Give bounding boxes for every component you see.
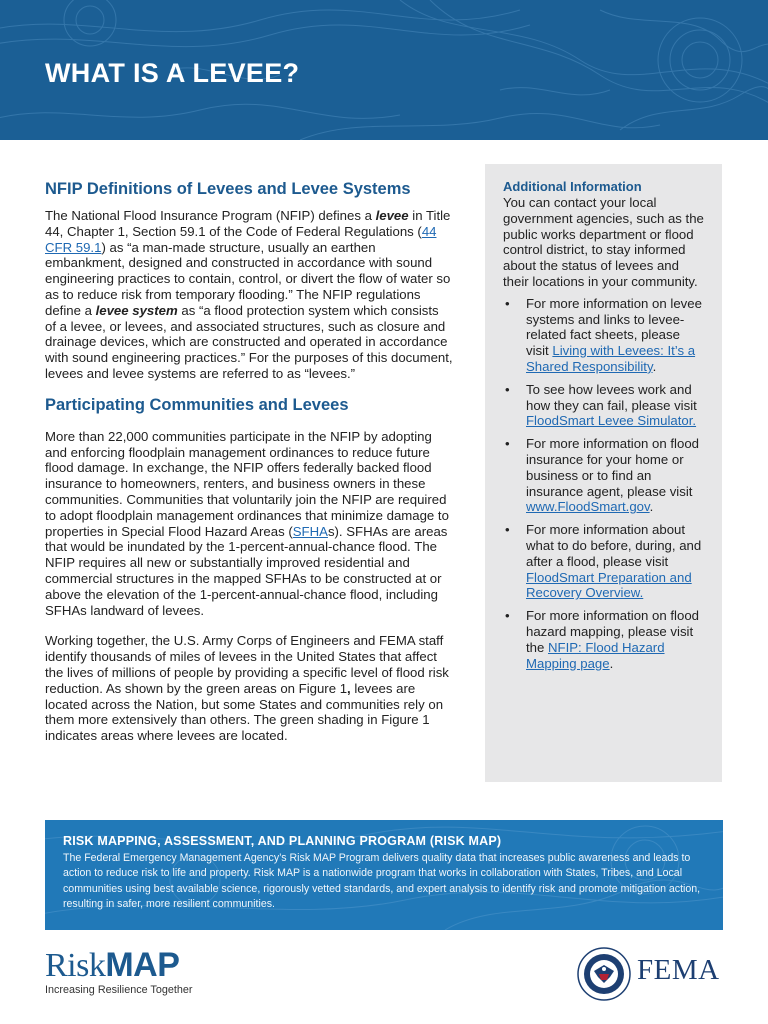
item-text: To see how levees work and how they can fail, please visit [526,381,697,413]
text-run: The National Flood Insurance Program (NFIP) defines a [45,208,376,223]
bullet-icon: • [505,381,510,397]
bullet-icon: • [505,522,510,538]
list-item [503,436,704,515]
item-text: . [649,499,654,515]
logo-map-text: MAP [105,946,180,984]
term-levee: levee [375,208,409,223]
communities-paragraph [45,429,453,619]
item-text: . [609,655,614,671]
text-run: levees are located across the Nation, but some States and communities rely on them more extensively than others. The green shading in Figure 1 indicates areas where levees are located. [45,680,444,744]
riskmap-logo [45,945,245,1005]
levee-simulator-link[interactable]: FloodSmart Levee Simulator. [526,413,697,429]
page-title: WHAT IS A LEVEE? [45,58,300,88]
term-levee-system: levee system [95,302,178,318]
bullet-icon: • [505,295,510,311]
fema-wordmark: FEMA [637,954,720,986]
sidebar-heading: Additional Information [503,179,642,194]
main-content [45,180,453,744]
risk-map-heading: RISK MAPPING, ASSESSMENT, AND PLANNING PROGRAM (RISK MAP) [63,834,502,848]
item-text: For more information on flood insurance for your home or business or to find an insurance agent, please visit [526,436,699,499]
list-item [503,522,704,601]
additional-info-sidebar [485,164,722,782]
riskmap-tagline: Increasing Resilience Together [45,984,193,996]
text-run: s). SFHAs are areas that would be inundated by the 1-percent-annual-chance flood. The NFIP requires all new or substantially improved residential and commercial structures in the mapped SFHAs to be constructed at or above the elevation of the 1-percent-annual-chance flood, including SFHAs landward of levees. [45,523,448,618]
flood-hazard-mapping-link[interactable]: NFIP: Flood Hazard Mapping page [526,639,665,671]
definitions-paragraph [45,208,453,382]
bullet-icon: • [505,436,510,452]
resource-list [503,296,704,672]
text-run: in Title 44, Chapter 1, Section 59.1 of the Code of Federal Regulations ( [45,208,451,239]
text-run: as “a flood protection system which consists of a levee, or levees, and associated structures, such as closure and drainage devices, which are constructed and operated in accordance with sound engineering practices.” For the purposes of this document, levees and levee systems are referred to as “levees.” [45,302,453,381]
section-heading-communities: Participating Communities and Levees [45,395,349,414]
item-text: For more information on levee systems and links to levee-related fact sheets, please visit [526,295,702,359]
working-together-paragraph [45,633,453,744]
riskmap-wordmark [45,945,245,986]
text-run: , [347,680,351,696]
list-item [503,608,704,671]
list-item [503,296,704,375]
fema-logo [577,946,727,1002]
text-run: More than 22,000 communities participate in the NFIP by adopting and enforcing floodplain management ordinances to reduce future flood damage. In exchange, the NFIP offers federally backed flood insurance to homeowners, renters, and business owners in these communities. Communities that voluntarily join the NFIP are required to adopt floodplain management ordinances that minimize damage to properties in Special Flood Hazard Areas ( [45,428,449,539]
logo-risk-text: Risk [45,947,106,984]
item-text: . [652,358,657,374]
cfr-link[interactable]: 44 CFR 59.1 [45,223,437,255]
preparation-recovery-link[interactable]: FloodSmart Preparation and Recovery Overview. [526,569,692,601]
text-run: ) as “a man-made structure, usually an earthen embankment, designed and constructed in accordance with sound engineering practices to contain, control, or divert the flow of water so as to reduce risk from temporary flooding.” The NFIP regulations define a [45,239,451,318]
list-item [503,382,704,429]
bullet-icon: • [505,608,510,624]
dhs-seal-icon [577,947,631,1001]
page-header [0,0,768,140]
sfha-link[interactable]: SFHA [292,523,328,539]
sidebar-intro: You can contact your local government agencies, such as the public works department or flood control district, to stay informed about the status of levees and their locations in your community. [503,195,704,289]
section-heading-definitions: NFIP Definitions of Levees and Levee Systems [45,180,411,198]
item-text: For more information on flood hazard mapping, please visit the [526,608,699,655]
living-with-levees-link[interactable]: Living with Levees: It’s a Shared Responsibility [526,343,696,374]
floodsmart-link[interactable]: www.FloodSmart.gov [526,499,650,515]
item-text: For more information about what to do before, during, and after a flood, please visit [526,522,702,569]
text-run: Working together, the U.S. Army Corps of Engineers and FEMA staff identify thousands of miles of levees in the United States that affect the lives of millions of people by providing a specific level of flood risk reduction. As shown by the green areas on Figure 1 [45,633,449,696]
risk-map-description: The Federal Emergency Management Agency’s Risk MAP Program delivers quality data that increases public awareness and leads to action to reduce risk to life and property. Risk MAP is a nationwide program that works in collaboration with States, Tribes, and Local communities using best available science, rigorously vetted standards, and expert analysis to identify risk and promote mitigation action, resulting in safer, more resilient communities. [63,852,701,911]
risk-map-program-box [45,820,723,930]
